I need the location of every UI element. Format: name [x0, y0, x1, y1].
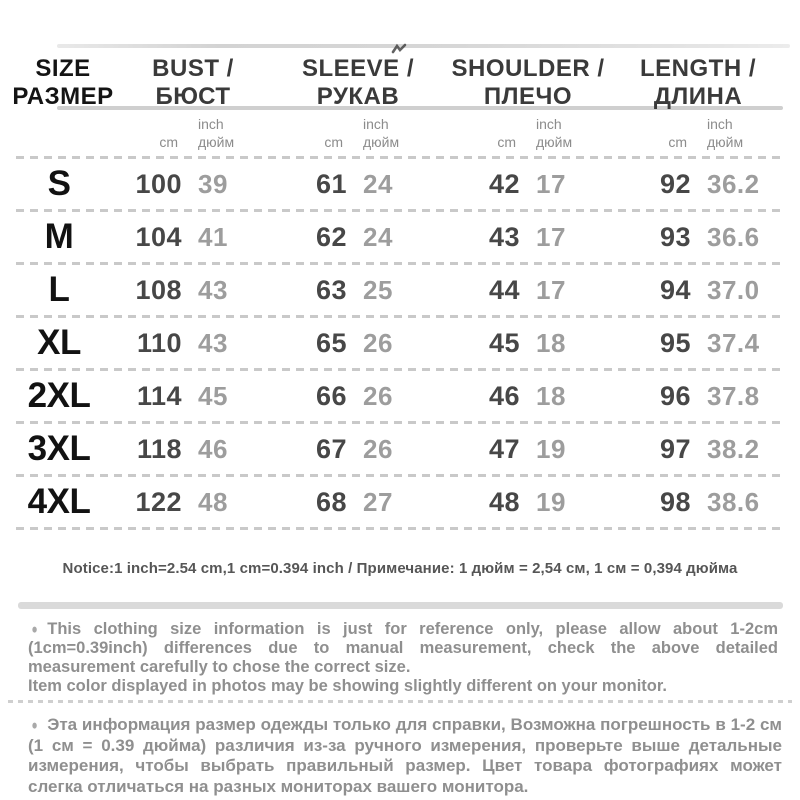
size-value: XL: [37, 323, 81, 362]
column-header-sleeve-ru: РУКАВ: [316, 83, 400, 111]
column-header-shoulder: [444, 55, 612, 112]
conversion-notice: Notice:1 inch=2.54 cm,1 cm=0.394 inch / Примечание: 1 дюйм = 2,54 см, 1 см = 0,394 дюйма: [62, 560, 738, 577]
sleeve-cm-value: 65: [315, 327, 347, 358]
table-row-3xl: [0, 424, 800, 474]
sleeve-inch-value: 24: [363, 168, 393, 199]
length-inch-value: 38.2: [707, 433, 760, 464]
length-cm-value: 94: [659, 274, 691, 305]
table-row-4xl: [0, 477, 800, 527]
length-cm-unit-label: cm: [668, 134, 687, 151]
shoulder-cm-value: 48: [488, 486, 520, 517]
column-header-length-ru: ДЛИНА: [653, 83, 743, 111]
sleeve-inch-value: 26: [363, 433, 393, 464]
sleeve-cm-value: 66: [315, 380, 347, 411]
sleeve-inch-value: 26: [363, 327, 393, 358]
sleeve-inch-value: 26: [363, 380, 393, 411]
shoulder-cm-value: 43: [488, 221, 520, 252]
sleeve-cm-value: 63: [315, 274, 347, 305]
sleeve-cm-value: 67: [315, 433, 347, 464]
length-inch-value: 36.6: [707, 221, 760, 252]
sleeve-cm-value: 61: [315, 168, 347, 199]
column-header-length-en: LENGTH /: [640, 55, 756, 82]
bust-cm-value: 100: [135, 168, 182, 199]
sleeve-cm-value: 68: [315, 486, 347, 517]
column-header-size-en: SIZE: [35, 55, 91, 82]
row-divider: [16, 527, 784, 530]
bust-cm-value: 104: [135, 221, 182, 252]
bust-inch-value: 41: [198, 221, 228, 252]
table-header-row: [0, 48, 800, 111]
shoulder-inch-value: 19: [536, 433, 566, 464]
length-cm-value: 98: [659, 486, 691, 517]
shoulder-inch-value: 18: [536, 327, 566, 358]
shoulder-cm-value: 44: [488, 274, 520, 305]
shoulder-inch-unit-label: inch дюйм: [536, 116, 573, 150]
shoulder-cm-unit-label: cm: [497, 134, 516, 151]
column-header-sleeve: [292, 55, 424, 112]
shoulder-inch-value: 17: [536, 168, 566, 199]
column-header-size: [4, 55, 122, 112]
length-inch-value: 37.4: [707, 327, 760, 358]
size-value: M: [44, 217, 74, 256]
shoulder-inch-value: 19: [536, 486, 566, 517]
shoulder-cm-value: 42: [488, 168, 520, 199]
column-header-length: [632, 55, 764, 112]
bust-cm-value: 108: [135, 274, 182, 305]
size-value: 3XL: [27, 429, 91, 468]
bust-inch-value: 45: [198, 380, 228, 411]
sleeve-inch-value: 27: [363, 486, 393, 517]
size-value: S: [47, 164, 71, 203]
bust-inch-value: 43: [198, 274, 228, 305]
sleeve-inch-value: 24: [363, 221, 393, 252]
column-header-bust-ru: БЮСТ: [155, 83, 231, 111]
bust-cm-value: 118: [136, 433, 182, 464]
unit-header-row: [0, 110, 800, 156]
bullet-icon: ●: [31, 620, 38, 637]
size-value: 4XL: [27, 482, 91, 521]
shoulder-cm-value: 46: [488, 380, 520, 411]
column-header-bust-en: BUST /: [152, 55, 234, 82]
bust-cm-value: 110: [136, 327, 182, 358]
shoulder-inch-value: 17: [536, 274, 566, 305]
table-row-s: [0, 159, 800, 209]
notes-separator-bar: [18, 602, 783, 609]
length-inch-value: 37.0: [707, 274, 760, 305]
table-row-xl: [0, 318, 800, 368]
bust-inch-value: 39: [198, 168, 228, 199]
shoulder-cm-value: 45: [488, 327, 520, 358]
bust-cm-value: 122: [135, 486, 182, 517]
shoulder-cm-value: 47: [488, 433, 520, 464]
column-header-size-ru: РАЗМЕР: [12, 83, 114, 111]
length-cm-value: 92: [659, 168, 691, 199]
length-inch-value: 38.6: [707, 486, 760, 517]
bust-inch-value: 46: [198, 433, 228, 464]
note-english: [28, 620, 778, 677]
table-row-l: [0, 265, 800, 315]
sleeve-inch-unit-label: inch дюйм: [363, 116, 400, 150]
length-inch-value: 36.2: [707, 168, 760, 199]
bust-inch-value: 48: [198, 486, 228, 517]
sleeve-inch-value: 25: [363, 274, 393, 305]
column-header-bust: [128, 55, 258, 112]
column-header-shoulder-ru: ПЛЕЧО: [483, 83, 573, 111]
length-cm-value: 93: [659, 221, 691, 252]
length-inch-value: 37.8: [707, 380, 760, 411]
note-english-text: This clothing size information is just for reference only, please allow about 1-2cm (1cm=0.39inch) differences due to manual measurement, check the above detailed measurement carefully to chose the correct size.: [28, 620, 778, 676]
bust-inch-unit-label: inch дюйм: [198, 116, 235, 150]
sleeve-cm-value: 62: [315, 221, 347, 252]
table-row-m: [0, 212, 800, 262]
shoulder-inch-value: 17: [536, 221, 566, 252]
bullet-icon: ●: [31, 716, 38, 734]
length-cm-value: 97: [659, 433, 691, 464]
length-cm-value: 95: [659, 327, 691, 358]
bust-cm-value: 114: [136, 380, 182, 411]
length-inch-unit-label: inch дюйм: [707, 116, 744, 150]
column-header-shoulder-en: SHOULDER /: [451, 55, 605, 82]
bust-cm-unit-label: cm: [159, 134, 178, 151]
sleeve-cm-unit-label: cm: [324, 134, 343, 151]
bust-inch-value: 43: [198, 327, 228, 358]
note-russian-text: Эта информация размер одежды только для справки, Возможна погрешность в 1-2 см (1 см = 0.39 дюйма) различия из-за ручного измерения, проверьте выше детальные измерения, чтобы выбрать правильный размер. Цвет товара фотографиях может слегка отличаться на разных мониторах вашего монитора.: [28, 715, 782, 796]
notes-dotted-divider: [8, 700, 792, 703]
size-value: L: [48, 270, 70, 309]
shoulder-inch-value: 18: [536, 380, 566, 411]
size-value: 2XL: [27, 376, 91, 415]
note-russian: [28, 715, 782, 797]
column-header-sleeve-en: SLEEVE /: [301, 55, 415, 82]
length-cm-value: 96: [659, 380, 691, 411]
table-row-2xl: [0, 371, 800, 421]
note-english-monitor: Item color displayed in photos may be showing slightly different on your monitor.: [28, 677, 667, 695]
